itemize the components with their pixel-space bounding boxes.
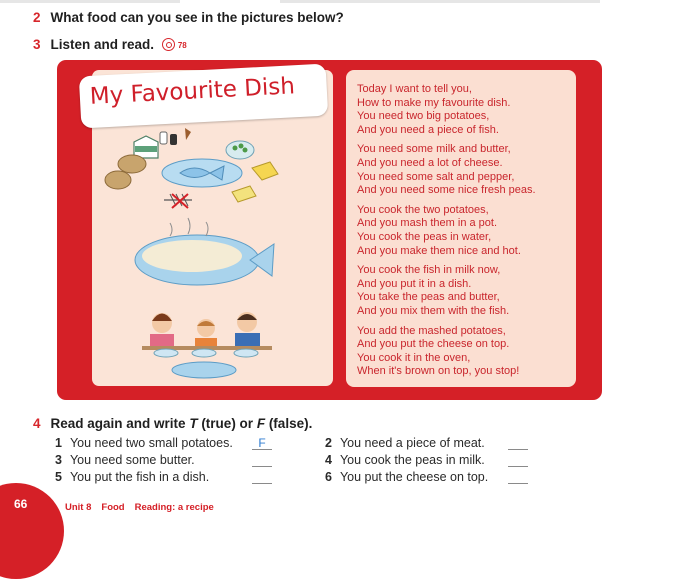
top-border [0, 0, 700, 3]
poem-line: You add the mashed potatoes, [357, 324, 506, 337]
answer-field-3[interactable] [252, 454, 272, 467]
fish-pie-icon [135, 218, 274, 285]
poem-stanza [357, 325, 579, 379]
question-2 [33, 10, 344, 25]
poem-line: You cook it in the oven, [357, 351, 471, 364]
answer-field-2[interactable] [508, 437, 528, 450]
footer [65, 502, 224, 513]
footer-topic: Food [101, 502, 125, 513]
poem-stanza [357, 83, 579, 137]
poem-line: And you need a lot of cheese. [357, 156, 503, 169]
poem-line: And you make them nice and hot. [357, 244, 521, 257]
poem-line: You need two big potatoes, [357, 110, 490, 123]
footer-unit: Unit 8 [65, 502, 92, 513]
recipe-illustration [92, 118, 333, 386]
answer-field-4[interactable] [508, 454, 528, 467]
poem-stanza [357, 143, 579, 197]
question-number: 2 [33, 10, 41, 25]
statement-1: 1 You need two small potatoes. [55, 436, 233, 450]
question-number: 4 [33, 416, 41, 431]
poem-line: How to make my favourite dish. [357, 96, 511, 109]
statement-5: 5 You put the fish in a dish. [55, 470, 210, 484]
statement-3: 3 You need some butter. [55, 453, 195, 467]
poem-line: You cook the fish in milk now, [357, 264, 501, 277]
audio-cd-icon[interactable] [162, 38, 175, 51]
poem-line: And you need some nice fresh peas. [357, 184, 536, 197]
answer-field-1[interactable]: F [252, 437, 272, 450]
fish-bones-icon [164, 194, 192, 208]
true-letter: T [189, 416, 198, 431]
statement-4: 4 You cook the peas in milk. [325, 453, 485, 467]
poem-line: You cook the peas in water, [357, 230, 492, 243]
footer-section: Reading: a recipe [134, 502, 214, 513]
family-at-table-icon [142, 312, 272, 378]
poem-line: You cook the two potatoes, [357, 203, 489, 216]
milk-carton-icon [134, 136, 158, 158]
poem-line: When it's brown on top, you stop! [357, 365, 520, 378]
poem [357, 83, 579, 385]
statement-2: 2 You need a piece of meat. [325, 436, 485, 450]
audio-track-number: 78 [177, 41, 187, 50]
poem-line: And you need a piece of fish. [357, 123, 499, 136]
poem-stanza [357, 264, 579, 318]
fish-on-plate-icon [162, 159, 242, 187]
question-text: Listen and read. [50, 37, 155, 52]
poem-line: And you put the cheese on top. [357, 338, 510, 351]
potato-icon [105, 155, 146, 189]
poem-line: You take the peas and butter, [357, 291, 500, 304]
answer-field-5[interactable] [252, 471, 272, 484]
poem-line: Today I want to tell you, [357, 83, 472, 95]
page-corner-decoration [0, 483, 64, 579]
page-number: 66 [14, 497, 28, 511]
peas-bowl-icon [226, 141, 254, 159]
answer-field-6[interactable] [508, 471, 528, 484]
poem-line: You need some milk and butter, [357, 143, 511, 156]
reading-title: My Favourite Dish [89, 73, 296, 110]
question-text-after: (false). [265, 416, 313, 431]
poem-line: And you put it in a dish. [357, 277, 472, 290]
question-text-before: Read again and write [50, 416, 190, 431]
poem-line: And you mash them in a pot. [357, 217, 498, 230]
question-number: 3 [33, 37, 41, 52]
false-letter: F [256, 416, 266, 431]
poem-line: And you mix them with the fish. [357, 304, 510, 317]
question-3 [33, 37, 187, 52]
question-text: What food can you see in the pictures below? [50, 10, 344, 25]
poem-line: You need some salt and pepper, [357, 170, 515, 183]
question-text-mid: (true) or [197, 416, 257, 431]
question-4 [33, 416, 312, 431]
statement-6: 6 You put the cheese on top. [325, 470, 489, 484]
salt-pepper-icon [160, 128, 191, 145]
poem-stanza [357, 204, 579, 258]
